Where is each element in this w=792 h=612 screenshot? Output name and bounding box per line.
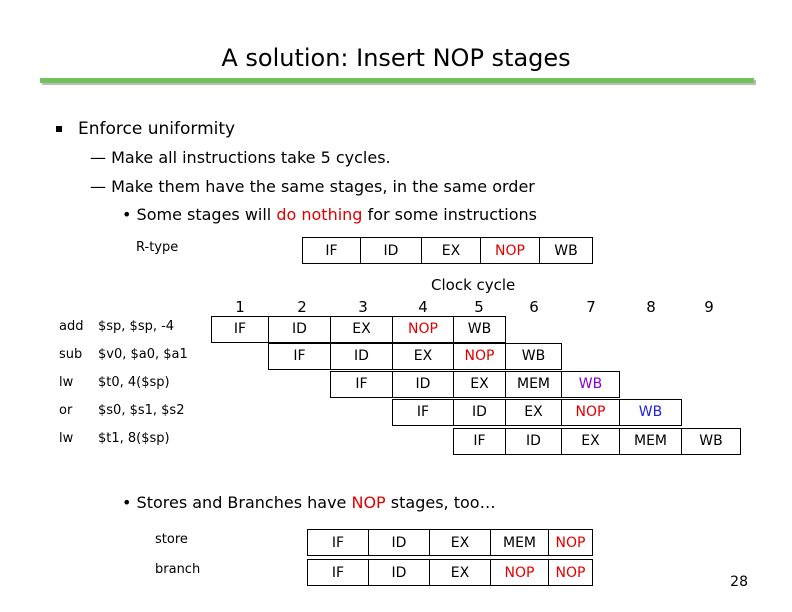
pipeline-cell: WB xyxy=(505,343,562,370)
pipeline-cell: EX xyxy=(330,316,393,343)
branch-label: branch xyxy=(155,562,201,577)
instr-op: add xyxy=(59,319,84,334)
title-underline xyxy=(40,78,754,83)
branch-stage: NOP xyxy=(549,560,593,586)
dash-icon: — xyxy=(90,148,106,167)
bullet-do-nothing xyxy=(122,205,537,224)
pipeline-cell: NOP xyxy=(561,399,620,426)
rtype-stage-ex: EX xyxy=(422,238,481,264)
store-stage: IF xyxy=(308,530,369,556)
store-stage-table xyxy=(307,529,593,556)
bullet-do-nothing-post: for some instructions xyxy=(362,205,537,224)
branch-stage: NOP xyxy=(491,560,549,586)
store-label: store xyxy=(155,532,188,547)
instr-op: lw xyxy=(59,431,74,446)
instr-args: $sp, $sp, -4 xyxy=(98,319,175,334)
bullet-stores-pre: Stores and Branches have xyxy=(136,493,352,512)
instr-op: or xyxy=(59,403,73,418)
pipeline-cell: NOP xyxy=(392,316,454,343)
square-bullet-icon xyxy=(56,126,62,132)
bullet-same-stages xyxy=(90,177,535,196)
branch-stage-table xyxy=(307,559,593,586)
instr-args: $t1, 8($sp) xyxy=(98,431,170,446)
pipeline-cell: ID xyxy=(330,343,393,370)
bullet-stores-red: NOP xyxy=(351,493,386,512)
cycle-number: 9 xyxy=(704,298,714,316)
dot-bullet-icon: • xyxy=(122,493,132,512)
pipeline-cell: IF xyxy=(392,399,454,426)
slide-title: A solution: Insert NOP stages xyxy=(221,44,571,72)
clock-cycle-label: Clock cycle xyxy=(431,276,516,294)
cycle-number: 3 xyxy=(358,298,368,316)
bullet-stores-post: stages, too… xyxy=(385,493,496,512)
page-number: 28 xyxy=(730,574,748,590)
pipeline-cell: IF xyxy=(268,343,331,370)
instr-op: sub xyxy=(59,347,83,362)
store-stage: MEM xyxy=(491,530,549,556)
dash-icon: — xyxy=(90,177,106,196)
bullet-stores-branches xyxy=(122,493,496,512)
store-stage: EX xyxy=(430,530,491,556)
bullet-enforce-text: Enforce uniformity xyxy=(78,119,236,139)
bullet-five-cycles xyxy=(90,148,391,167)
cycle-number: 2 xyxy=(297,298,307,316)
rtype-label: R-type xyxy=(136,240,179,255)
bullet-five-cycles-text: Make all instructions take 5 cycles. xyxy=(111,148,391,167)
bullet-do-nothing-red: do nothing xyxy=(276,205,363,224)
instr-args: $s0, $s1, $s2 xyxy=(98,403,185,418)
instr-args: $v0, $a0, $a1 xyxy=(98,347,188,362)
pipeline-cell: WB xyxy=(561,371,620,398)
cycle-number: 1 xyxy=(235,298,245,316)
instr-args: $t0, 4($sp) xyxy=(98,375,170,390)
pipeline-cell: WB xyxy=(619,399,682,426)
branch-stage: ID xyxy=(369,560,430,586)
bullet-same-stages-text: Make them have the same stages, in the same order xyxy=(111,177,535,196)
cycle-number: 5 xyxy=(474,298,484,316)
rtype-stage-if: IF xyxy=(303,238,361,264)
pipeline-cell: ID xyxy=(392,371,454,398)
pipeline-cell: ID xyxy=(505,428,562,455)
rtype-stage-id: ID xyxy=(361,238,422,264)
pipeline-cell: EX xyxy=(561,428,620,455)
rtype-stage-wb: WB xyxy=(540,238,593,264)
rtype-stage-nop: NOP xyxy=(481,238,540,264)
rtype-stage-table xyxy=(302,237,593,264)
pipeline-cell: ID xyxy=(268,316,331,343)
pipeline-cell: ID xyxy=(453,399,506,426)
bullet-enforce xyxy=(56,119,235,139)
cycle-number: 6 xyxy=(529,298,539,316)
store-stage: ID xyxy=(369,530,430,556)
store-stage: NOP xyxy=(549,530,593,556)
dot-bullet-icon: • xyxy=(122,205,132,224)
branch-stage: EX xyxy=(430,560,491,586)
pipeline-cell: MEM xyxy=(619,428,682,455)
cycle-number: 8 xyxy=(646,298,656,316)
pipeline-cell: WB xyxy=(453,316,506,343)
pipeline-cell: NOP xyxy=(453,343,506,370)
pipeline-cell: IF xyxy=(211,316,269,343)
branch-stage: IF xyxy=(308,560,369,586)
pipeline-cell: MEM xyxy=(505,371,562,398)
instr-op: lw xyxy=(59,375,74,390)
pipeline-cell: EX xyxy=(392,343,454,370)
pipeline-cell: IF xyxy=(453,428,506,455)
pipeline-cell: EX xyxy=(453,371,506,398)
bullet-do-nothing-pre: Some stages will xyxy=(136,205,277,224)
pipeline-cell: EX xyxy=(505,399,562,426)
cycle-number: 4 xyxy=(418,298,428,316)
cycle-number: 7 xyxy=(586,298,596,316)
pipeline-cell: IF xyxy=(330,371,393,398)
pipeline-cell: WB xyxy=(681,428,741,455)
